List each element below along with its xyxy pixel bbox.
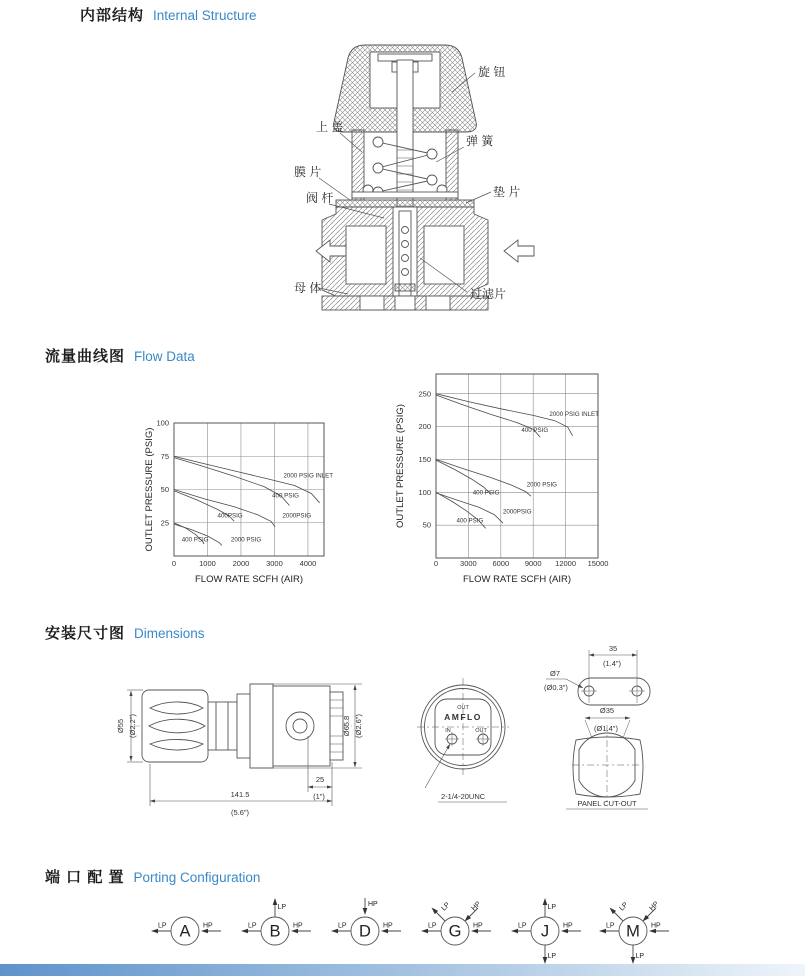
amflo-logo: AMFLO: [444, 712, 482, 722]
svg-text:400PSIG: 400PSIG: [217, 512, 243, 520]
porting-config-J: [511, 898, 581, 964]
svg-text:25: 25: [160, 518, 169, 528]
svg-text:HP: HP: [470, 900, 483, 913]
dim-knob-dia-in: (Ø2.2"): [128, 714, 137, 738]
bracket-spacing-mm: 35: [608, 644, 618, 653]
label-valve-stem: 阀 杆: [306, 191, 334, 205]
svg-text:2000: 2000: [232, 559, 250, 568]
svg-text:B: B: [269, 922, 281, 941]
svg-text:12000: 12000: [555, 559, 577, 568]
svg-text:M: M: [626, 922, 640, 941]
svg-text:LP: LP: [277, 904, 287, 911]
svg-text:LP: LP: [635, 953, 645, 960]
svg-text:0: 0: [433, 559, 439, 568]
porting-config-B: [241, 898, 311, 945]
dim-offset-in: (1"): [313, 792, 325, 801]
svg-text:4000: 4000: [299, 559, 317, 568]
bracket-spacing-in: (1.4"): [602, 659, 622, 668]
label-spring: 弹 簧: [466, 134, 494, 148]
svg-text:75: 75: [160, 451, 169, 461]
svg-text:250: 250: [418, 389, 431, 399]
svg-text:400 PSIG: 400 PSIG: [521, 426, 549, 434]
svg-text:A: A: [179, 922, 191, 941]
svg-text:9000: 9000: [524, 559, 542, 568]
svg-text:HP: HP: [651, 922, 661, 930]
svg-text:LP: LP: [518, 922, 527, 930]
porting-config-D: [331, 898, 401, 945]
dim-body-dia-in: (Ø2.6"): [354, 714, 363, 738]
svg-text:2000 PSIG INLET: 2000 PSIG INLET: [283, 472, 334, 480]
thread-note: 2-1/4-20UNC: [441, 792, 486, 801]
svg-text:50: 50: [422, 520, 431, 530]
svg-text:HP: HP: [648, 900, 661, 913]
dim-length-mm: 141.5: [230, 790, 250, 799]
flow-chart-left: [144, 419, 333, 585]
porting-config-M: [599, 900, 669, 964]
svg-text:2000 PSIG: 2000 PSIG: [230, 536, 262, 544]
panel-dia-in: (Ø1.4"): [594, 724, 618, 733]
header-internal-zh: 内部结构: [80, 7, 145, 24]
svg-text:FLOW RATE SCFH (AIR): FLOW RATE SCFH (AIR): [462, 574, 572, 585]
dim-length-in: (5.6"): [230, 808, 250, 817]
svg-text:LP: LP: [618, 901, 630, 913]
svg-text:OUTLET PRESSURE (PSIG): OUTLET PRESSURE (PSIG): [395, 404, 406, 528]
svg-text:3000: 3000: [266, 559, 283, 568]
svg-text:100: 100: [418, 487, 431, 497]
svg-text:6000: 6000: [492, 559, 510, 568]
svg-text:LP: LP: [606, 922, 615, 930]
bracket-hole-mm: Ø7: [550, 669, 561, 678]
svg-text:LP: LP: [428, 922, 437, 930]
header-internal-en: Internal Structure: [153, 8, 257, 23]
header-dimensions-zh: 安装尺寸图: [45, 625, 126, 642]
svg-text:G: G: [448, 922, 462, 941]
label-filter: 过滤片: [470, 287, 507, 301]
bracket-hole-in: (Ø0.3"): [544, 683, 568, 692]
label-gasket: 垫 片: [493, 185, 521, 199]
svg-text:2000PSIG: 2000PSIG: [282, 512, 312, 520]
svg-text:3000: 3000: [460, 559, 477, 568]
svg-text:400 PSIG: 400 PSIG: [181, 536, 209, 544]
svg-text:200: 200: [418, 422, 431, 432]
flow-chart-right: [395, 374, 608, 585]
svg-text:LP: LP: [547, 953, 557, 960]
svg-text:15000: 15000: [587, 559, 609, 568]
svg-text:LP: LP: [158, 922, 167, 930]
svg-text:1000: 1000: [199, 559, 216, 568]
svg-text:LP: LP: [547, 904, 557, 911]
header-flow-en: Flow Data: [134, 349, 195, 364]
svg-text:FLOW RATE SCFH (AIR): FLOW RATE SCFH (AIR): [194, 574, 304, 585]
dim-body-dia-mm: Ø65.8: [342, 715, 351, 737]
porting-config-G: [421, 900, 491, 945]
svg-text:400 PSIG: 400 PSIG: [472, 489, 500, 497]
panel-dia-mm: Ø35: [599, 706, 615, 715]
svg-text:2000 PSIG INLET: 2000 PSIG INLET: [549, 411, 599, 419]
front-in-label: IN: [445, 728, 451, 734]
svg-text:LP: LP: [338, 922, 347, 930]
front-out-label: OUT: [475, 728, 487, 734]
svg-text:100: 100: [156, 418, 169, 428]
svg-text:0: 0: [171, 559, 177, 568]
footer-accent-bar: [0, 964, 805, 976]
svg-text:HP: HP: [383, 922, 393, 930]
front-top-label: OUT: [457, 705, 469, 711]
svg-text:150: 150: [418, 455, 431, 465]
svg-text:J: J: [540, 922, 550, 941]
svg-text:LP: LP: [248, 922, 257, 930]
svg-text:HP: HP: [368, 901, 378, 908]
svg-text:2000PSIG: 2000PSIG: [502, 508, 532, 516]
panel-cutout-caption: PANEL CUT-OUT: [577, 799, 637, 808]
label-diaphragm: 膜 片: [294, 165, 322, 179]
svg-text:D: D: [359, 922, 371, 941]
svg-text:OUTLET PRESSURE (PSIG): OUTLET PRESSURE (PSIG): [144, 427, 155, 552]
header-porting-zh: 端 口 配 置: [45, 869, 125, 886]
dim-knob-dia-mm: Ø55: [116, 718, 125, 734]
svg-text:LP: LP: [440, 901, 452, 913]
svg-text:400 PSIG: 400 PSIG: [456, 517, 484, 525]
porting-config-A: [151, 917, 221, 945]
label-body: 母 体: [294, 281, 322, 295]
header-porting-en: Porting Configuration: [133, 870, 261, 885]
svg-text:HP: HP: [293, 922, 303, 930]
label-knob: 旋 钮: [478, 65, 506, 79]
dim-offset-mm: 25: [315, 775, 325, 784]
svg-text:2000 PSIG: 2000 PSIG: [526, 481, 558, 489]
svg-text:HP: HP: [563, 922, 573, 930]
svg-text:400 PSIG: 400 PSIG: [272, 492, 299, 500]
header-flow-zh: 流量曲线图: [45, 348, 126, 365]
label-top-cover: 上 盖: [316, 120, 344, 134]
svg-text:HP: HP: [203, 922, 213, 930]
svg-text:50: 50: [160, 485, 169, 495]
header-dimensions-en: Dimensions: [134, 626, 205, 641]
svg-text:HP: HP: [473, 922, 483, 930]
